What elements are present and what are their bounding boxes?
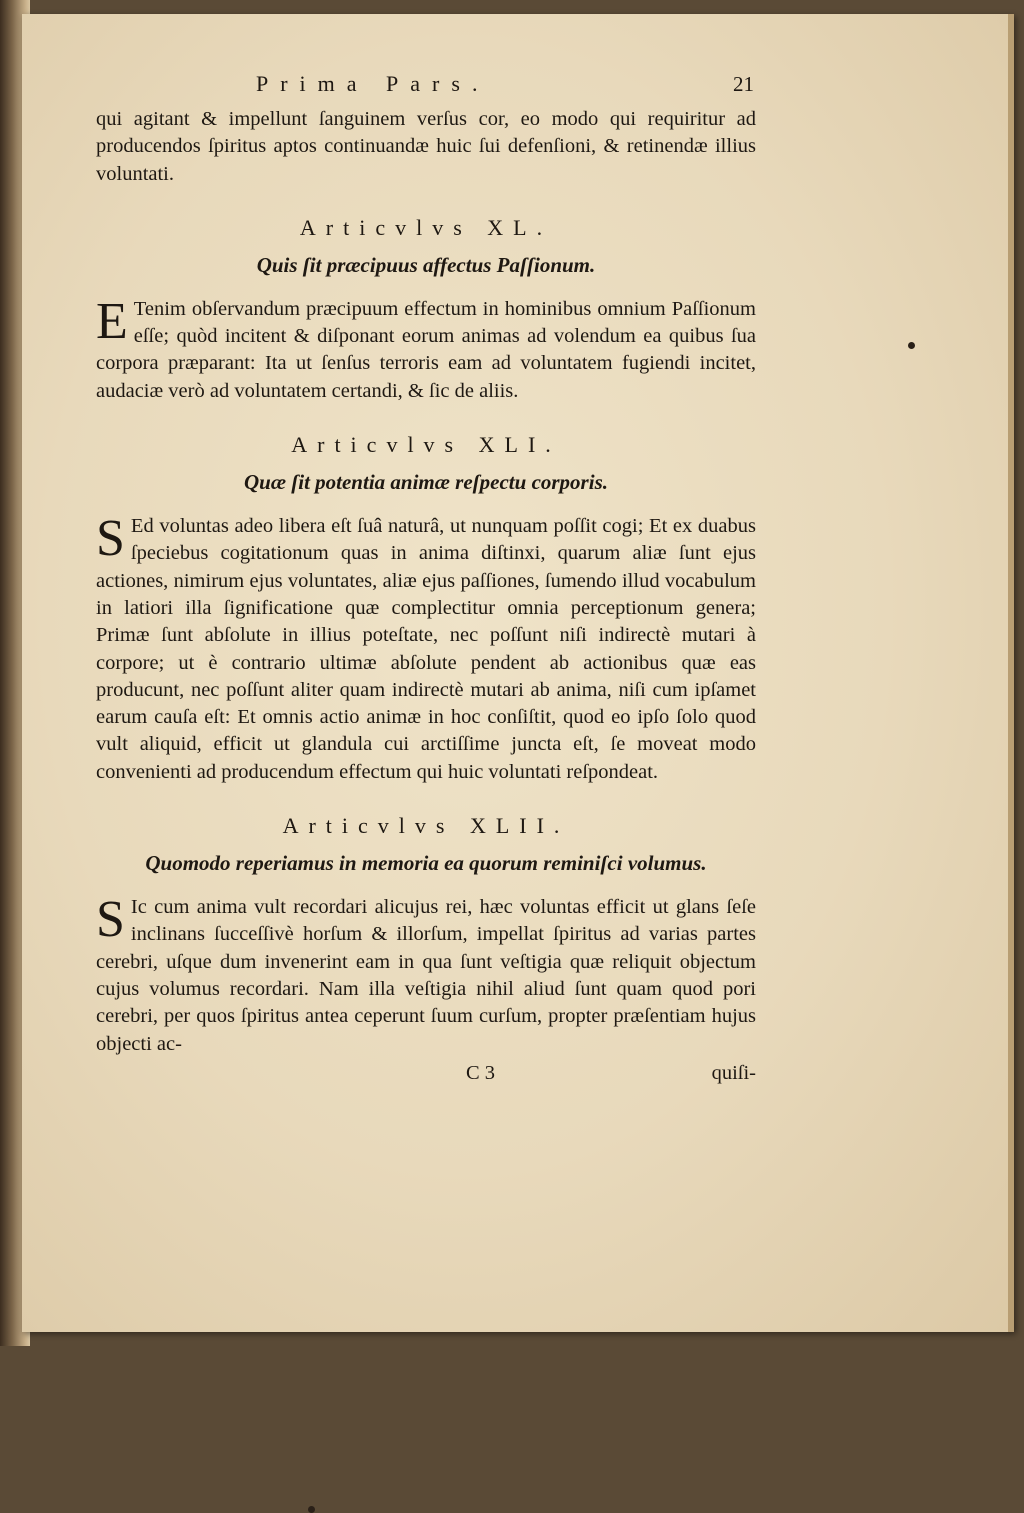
article-body <box>96 292 756 405</box>
article-subtitle: Quis ſit præcipuus affectus Paſſionum. <box>256 252 596 277</box>
article-text: Tenim obſervandum præcipuum effectum in hominibus omnium Paſſionum eſſe; quòd incitent & diſponant eorum animas ad volendum ea quibus ſua corpora præparant: Ita ut ſenſus terroris eam ad voluntatem fugiendi incitet, audaciæ verò ad voluntatem certandi, & ſic de aliis. <box>96 297 756 402</box>
article-subtitle: Quæ ſit potentia animæ reſpectu corporis. <box>243 470 608 495</box>
drop-cap: E <box>96 292 128 350</box>
article-heading: Articvlvs XLII. <box>282 813 570 839</box>
article-body <box>96 891 756 1058</box>
page-number: 21 <box>733 72 754 96</box>
opening-paragraph: qui agitant & impellunt ſanguinem verſus cor, eo modo qui requiritur ad producendos ſpiritus aptos continuandæ huic ſui defenſioni, & retinendæ illius voluntati. <box>96 108 756 185</box>
article-body <box>96 510 756 786</box>
drop-cap: S <box>96 891 125 949</box>
article-heading: Articvlvs XLI. <box>291 432 561 458</box>
ink-spot <box>908 342 915 349</box>
article-text: Ic cum anima vult recordari alicujus rei, hæc voluntas efficit ut glans ſeſe inclinans ſucceſſivè horſum & illorſum, impellat ſpiritus ad varias partes cerebri, uſque dum invenerint eam in qua ſunt veſtigia quæ reliquit objectum cujus volumus recordari. Nam illa veſtigia nihil aliud ſunt quam quod pori cerebri, per quos ſpiritus antea ceperunt ſuum curſum, propter præſentiam hujus objecti ac- <box>96 896 756 1055</box>
article-heading: Articvlvs XL. <box>299 214 553 240</box>
page-text <box>96 70 756 1087</box>
article-text: Ed voluntas adeo libera eſt ſuâ naturâ, ut nunquam poſſit cogi; Et ex duabus ſpeciebus cogitationum quas in anima diſtinxi, quarum aliæ ſunt ejus actiones, nimirum ejus voluntates, aliæ ejus paſſiones, ſumendo illud vocabulum in latiori illa ſignificatione quæ complectitur omnia perceptionum genera; Primæ ſunt abſolute in illius poteſtate, nec poſſunt niſi indirectè mutari à corpore; ut è contrario ultimæ abſolute pendent ab actionibus quæ eas producunt, nec poſſunt aliter quam indirectè mutari ab anima, niſi cum ipſamet earum cauſa eſt: Et omnis actio animæ in hoc conſiſtit, quod eo ipſo ſolo quod vult aliquid, efficit ut glandula cui arctiſſime juncta eſt, ſe moveat modo convenienti ad producendum effectum qui huic voluntati reſpondeat. <box>96 515 756 783</box>
drop-cap: S <box>96 510 125 568</box>
signature-mark: C 3 <box>466 1061 496 1084</box>
ink-spot <box>308 1506 315 1513</box>
running-head-title: Prima Pars. <box>256 71 490 96</box>
catchword: quiſi- <box>711 1061 756 1084</box>
running-head <box>96 70 756 106</box>
article-subtitle: Quomodo reperiamus in memoria ea quorum reminiſci volumus. <box>145 851 707 876</box>
page-footer <box>96 1060 756 1087</box>
